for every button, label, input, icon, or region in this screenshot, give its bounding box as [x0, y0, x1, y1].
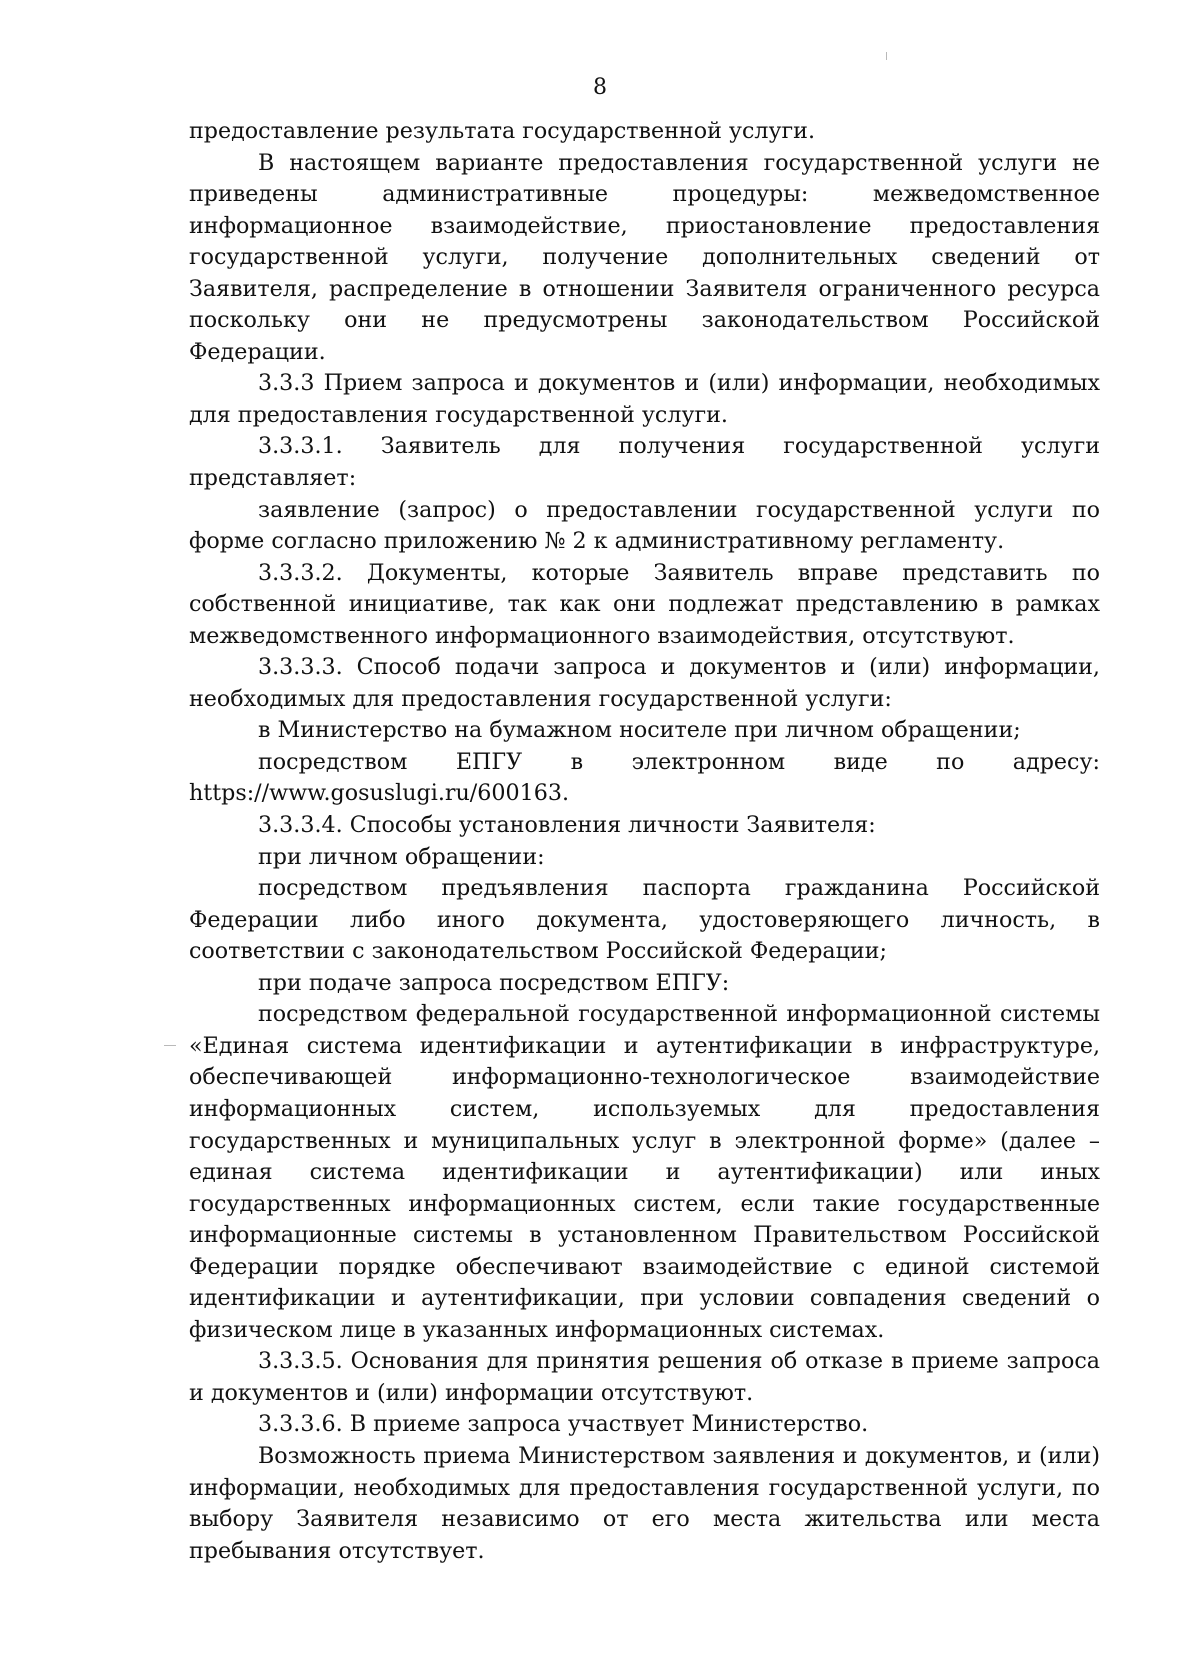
paragraph-3-3-3-5: 3.3.3.5. Основания для принятия решения об отказе в приеме запроса и документов и (или) информации отсутствуют.: [189, 1348, 1100, 1406]
paragraph-3-3-3: 3.3.3 Прием запроса и документов и (или) информации, необходимых для предоставления государственной услуги.: [189, 370, 1100, 428]
paragraph-not-listed-procedures: В настоящем варианте предоставления государственной услуги не приведены административные процедуры: межведомственное информационное взаимодействие, приостановление предоставления государственной услуги, получение дополнительных сведений от Заявителя, распределение в отношении Заявителя ограниченного ресурса поскольку они не предусмотрены законодательством Российской Федерации.: [189, 149, 1100, 365]
page-number: 8: [593, 75, 607, 100]
paragraph-epgu-submission: посредством ЕПГУ в электронном виде по адресу: https://www.gosuslugi.ru/600163.: [189, 748, 1100, 807]
paragraph-esia: посредством федеральной государственной информационной системы «Единая система идентификации и аутентификации в инфраструктуре, обеспечивающей информационно-технологическое взаимодействие информационных систем, используемых для предоставления государственных и муниципальных услуг в электронной форме» (далее – единая система идентификации и аутентификации) или иных государственных информационных систем, если такие государственные информационные системы в установленном Правительством Российской Федерации порядке обеспечивают взаимодействие с единой системой идентификации и аутентификации, при условии совпадения сведений о физическом лице в указанных информационных системах.: [189, 1001, 1100, 1343]
paragraph-via-epgu: при подаче запроса посредством ЕПГУ:: [258, 969, 730, 996]
scan-mark-left: [164, 1045, 176, 1046]
paragraph-3-3-3-1: 3.3.3.1. Заявитель для получения государственной услуги представляет:: [189, 433, 1100, 492]
scan-mark-top-right: [886, 52, 887, 60]
paragraph-3-3-3-6: 3.3.3.6. В приеме запроса участвует Министерство.: [258, 1411, 869, 1438]
paragraph-continuation: предоставление результата государственной услуги.: [189, 118, 816, 144]
paragraph-3-3-3-4: 3.3.3.4. Способы установления личности Заявителя:: [258, 812, 876, 839]
paragraph-paper-submission: в Министерство на бумажном носителе при личном обращении;: [258, 717, 1021, 744]
paragraph-application-form: заявление (запрос) о предоставлении государственной услуги по форме согласно приложению № 2 к административному регламенту.: [189, 496, 1100, 555]
paragraph-extraterritorial: Возможность приема Министерством заявления и документов, и (или) информации, необходимых для предоставления государственной услуги, по выбору Заявителя независимо от его места жительства или места пребывания отсутствует.: [189, 1442, 1100, 1564]
paragraph-3-3-3-3: 3.3.3.3. Способ подачи запроса и документов и (или) информации, необходимых для предоставления государственной услуги:: [189, 654, 1100, 712]
paragraph-3-3-3-2: 3.3.3.2. Документы, которые Заявитель вправе представить по собственной инициативе, так как они подлежат представлению в рамках межведомственного информационного взаимодействия, отсутствуют.: [189, 559, 1100, 649]
document-body: [189, 116, 1100, 1567]
paragraph-personal-visit: при личном обращении:: [258, 843, 545, 870]
paragraph-passport: посредством предъявления паспорта гражданина Российской Федерации либо иного документа, удостоверяющего личность, в соответствии с законодательством Российской Федерации;: [189, 875, 1100, 965]
